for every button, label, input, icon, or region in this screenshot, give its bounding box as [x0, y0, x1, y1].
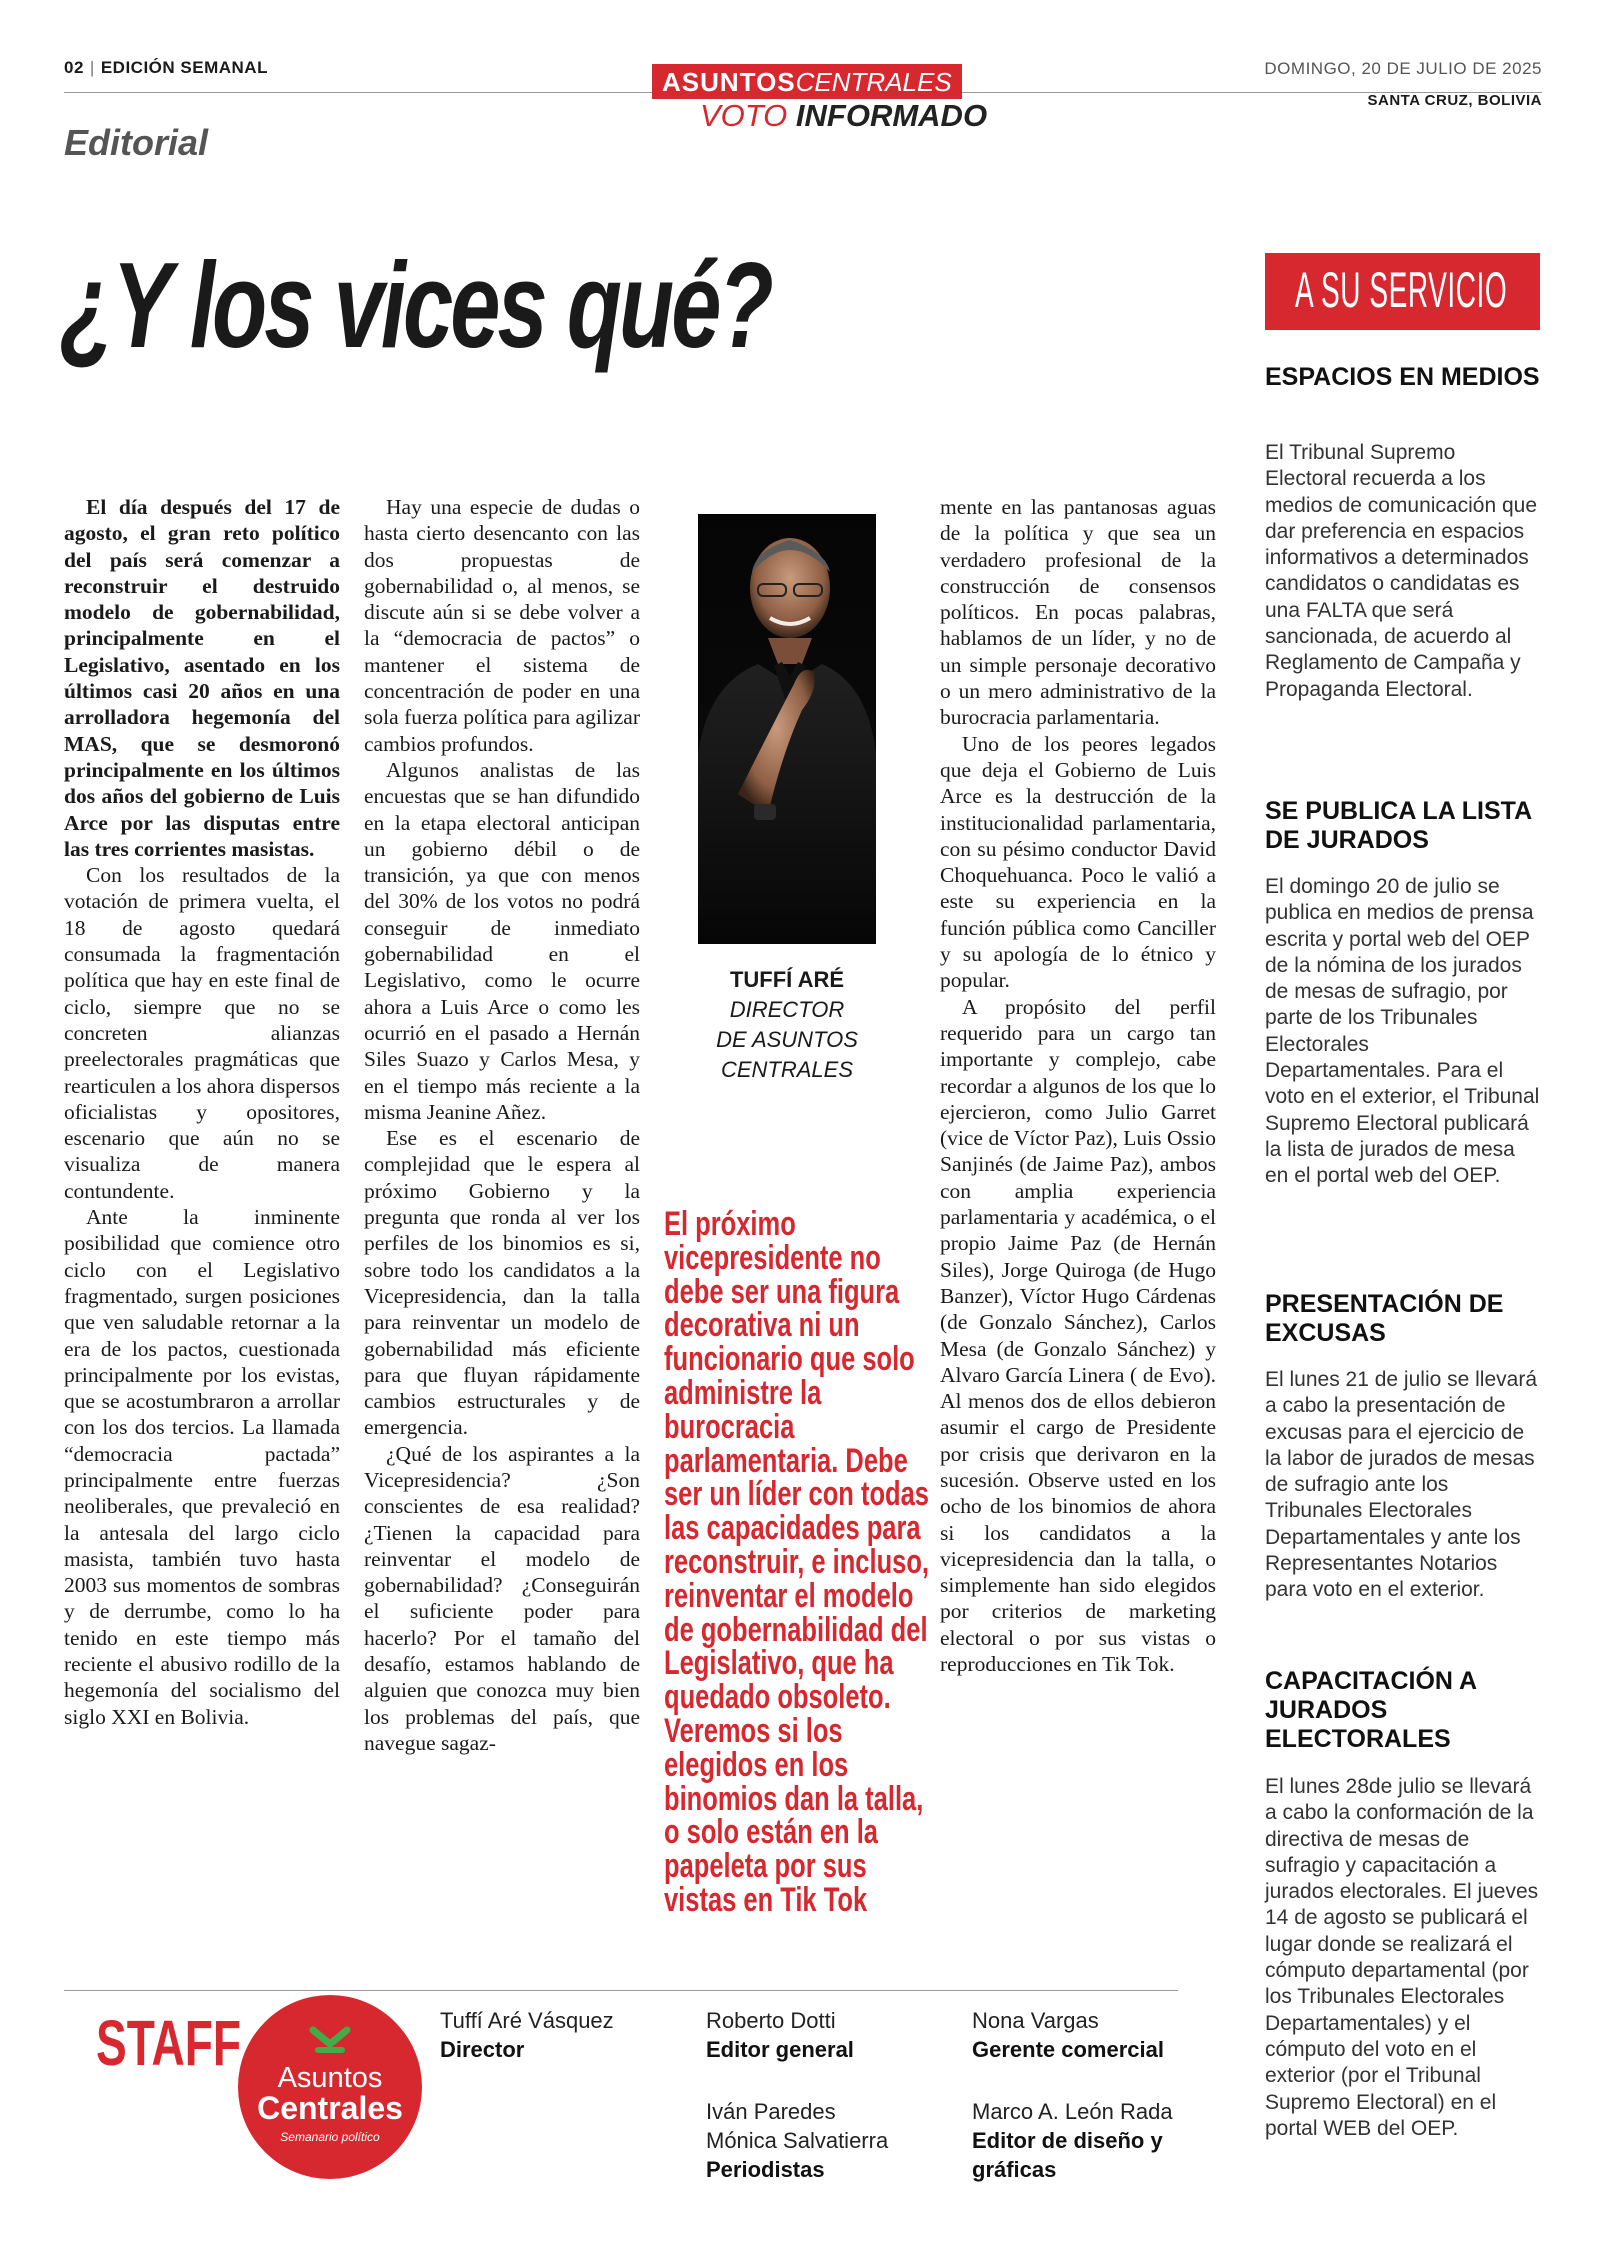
issue-date: DOMINGO, 20 DE JULIO DE 2025 — [1264, 59, 1542, 78]
asuntos-centrales-logo — [235, 1992, 425, 2182]
article-paragraph: Uno de los peores legados que deja el Gobierno de Luis Arce es la destrucción de la institucionalidad parlamentaria, con su pésimo conductor David Choquehuanca. Poco le valió a este su experiencia en la función pública como Canciller y su apología de lo étnico y popular. — [940, 731, 1216, 993]
article-column-2 — [364, 494, 640, 1756]
staff-rule — [64, 1990, 1178, 1991]
article-paragraph: Algunos analistas de las encuestas que se han difundido en la etapa electoral anticipan un gobierno débil o de transición, ya que con menos del 30% de los votos no podrá conseguir de inmediato gobernabilidad en el Legislativo, como le ocurre ahora a Luis Arce o como les ocurrió en el pasado a Hernán Siles Suazo y Carlos Mesa, y en el tiempo más reciente a la misma Jeanine Añez. — [364, 757, 640, 1124]
logo-text-line1: Asuntos — [277, 2062, 383, 2094]
staff-member-role: Editor general — [706, 2037, 854, 2062]
headline: ¿Y los vices qué? — [60, 237, 771, 373]
tagline-red: VOTO — [700, 98, 788, 133]
sidebar-item-heading: CAPACITACIÓN A JURADOS ELECTORALES — [1265, 1667, 1477, 1753]
logo-text-line2: Centrales — [257, 2090, 403, 2126]
sidebar-item-text: El Tribunal Supremo Electoral recuerda a los medios de comunicación que dar preferencia en espacios informativos a determinados candidatos o candidatas es una FALTA que será sancionada, de acuerdo al Reglamento de Campaña y Propaganda Electoral. — [1265, 441, 1537, 701]
sidebar-item-heading: SE PUBLICA LA LISTA DE JURADOS — [1265, 797, 1532, 854]
article-lead: El día después del 17 de agosto, el gran reto político del país será comenzar a reconstruir el destruido modelo de gobernabilidad, principalmente en el Legislativo, asentado en los últimos casi 20 años en una arrolladora hegemonía del MAS, que se desmoronó principalmente en los últimos dos años del gobierno de Luis Arce por las disputas entre las tres corrientes masistas. — [64, 495, 340, 861]
page-number: 02 — [64, 58, 84, 77]
article-paragraph: Ante la inminente posibilidad que comience otro ciclo con el Legislativo fragmentado, surgen posiciones que ven saludable retornar a la era de los pactos, cuestionada principalmente por los evistas, que se acostumbraron a arrollar con los dos tercios. La llamada “democracia pactada” principalmente entre fuerzas neoliberales, que prevaleció en la antesala del largo ciclo masista, también tuvo hasta 2003 sus momentos de sombras y de derrumbe, como lo ha tenido en este tiempo más reciente el abusivo rodillo de la hegemonía del socialismo del siglo XXI en Bolivia. — [64, 1205, 340, 1729]
section-title: Editorial — [64, 122, 209, 163]
staff-member-name: Marco A. León Rada — [972, 2099, 1173, 2124]
sidebar-header — [1265, 253, 1540, 330]
staff-member-role: Gerente comercial — [972, 2037, 1164, 2062]
author-role-line: DIRECTOR — [729, 997, 845, 1022]
article-paragraph: mente en las pantanosas aguas de la política y que sea un verdadero profesional de la construcción de consensos políticos. En pocas palabras, hablamos de un líder, y no de un simple personaje decorativo o un mero administrativo de la burocracia parlamentaria. — [940, 495, 1216, 730]
article-paragraph: Con los resultados de la votación de primera vuelta, el 18 de agosto quedará consumada la fragmentación política que hay en este final de ciclo, siempre que no se concreten alianzas preelectorales pragmáticas que rearticulen a los ahora dispersos oficialistas y opositores, escenario que aún no se visualiza de manera contundente. — [64, 863, 340, 1203]
folio-separator: | — [89, 58, 95, 77]
staff-label: STAFF — [96, 2007, 242, 2079]
author-name: TUFFÍ ARÉ — [729, 967, 845, 992]
staff-member-name: Tuffí Aré Vásquez — [440, 2008, 614, 2033]
tagline-dark: INFORMADO — [795, 98, 988, 133]
staff-member-role: gráficas — [972, 2157, 1057, 2182]
sidebar-item-heading: PRESENTACIÓN DE EXCUSAS — [1265, 1290, 1504, 1347]
article-column-4 — [940, 494, 1216, 1677]
sidebar-item-text: El lunes 28de julio se llevará a cabo la conformación de la directiva de mesas de sufragio y capacitación a jurados electorales. El jueves 14 de agosto se publicará el lugar donde se realizará el cómputo departamental (por los Tribunales Electorales Departamentales) y el cómputo del voto en el exterior (por el Tribunal Supremo Electoral) en el portal WEB del OEP. — [1265, 1775, 1539, 2140]
staff-member-role: Director — [440, 2037, 525, 2062]
masthead-tagline — [700, 98, 987, 134]
pull-quote: El próximo vicepresidente no debe ser una figura decorativa ni un funcionario que solo administre la burocracia parlamentaria. Debe ser un líder con todas las capacidades para reconstruir, e incluso, reinventar el modelo de gobernabilidad del Legislativo, que ha quedado obsoleto. Veremos si los elegidos en los binomios dan la talla, o solo están en la papeleta por sus vistas en Tik Tok — [664, 1205, 930, 1919]
masthead-logo — [652, 64, 988, 133]
sidebar-title: A SU SERVICIO — [1295, 262, 1508, 318]
masthead-box — [652, 64, 962, 99]
issue-city: SANTA CRUZ, BOLIVIA — [1367, 92, 1542, 109]
article-paragraph: Hay una especie de dudas o hasta cierto desencanto con las dos propuestas de gobernabilidad o, al menos, se discute aún si se debe volver a la “democracia de pactos” o mantener el sistema de concentración de poder en una sola fuerza política para agilizar cambios profundos. — [364, 495, 640, 756]
author-role-line: CENTRALES — [720, 1057, 854, 1082]
staff-member-name: Nona Vargas — [972, 2008, 1099, 2033]
sidebar-item-text: El lunes 21 de julio se llevará a cabo la presentación de excusas para el ejercicio de la labor de jurados de mesas de sufragio ante los Tribunales Electorales Departamentales y ante los Representantes Notarios para voto en el exterior. — [1265, 1368, 1537, 1602]
staff-member-name: Mónica Salvatierra — [706, 2128, 889, 2153]
author-photo — [698, 514, 876, 944]
edition-label: EDICIÓN SEMANAL — [100, 58, 268, 77]
staff-member-name: Roberto Dotti — [706, 2008, 836, 2033]
article-paragraph: ¿Qué de los aspirantes a la Vicepresidencia? ¿Son conscientes de esa realidad? ¿Tienen la capacidad para reinventar el modelo de gobernabilidad? ¿Conseguirán el suficiente poder para hacerlo? Por el tamaño del desafío, estamos hablando de alguien que conozca muy bien los problemas del país, que navegue sagaz- — [364, 1441, 640, 1755]
author-role — [650, 995, 924, 1085]
sidebar-item-heading: ESPACIOS EN MEDIOS — [1265, 363, 1540, 391]
sidebar-item-text: El domingo 20 de julio se publica en medios de prensa escrita y portal web del OEP de la nómina de los jurados de mesas de sufragio, por parte de los Tribunales Electorales Departamentales. Para el voto en el exterior, el Tribunal Supremo Electoral publicará la lista de jurados de mesa en el portal web del OEP. — [1265, 875, 1540, 1188]
article-column-1 — [64, 494, 340, 1730]
author-portrait-image — [698, 514, 876, 944]
logo-text-line3: Semanario político — [280, 2130, 380, 2144]
masthead-bold: ASUNTOS — [662, 67, 796, 97]
masthead-light: CENTRALES — [795, 67, 952, 97]
staff-member-role: Periodistas — [706, 2157, 825, 2182]
page-folio — [64, 58, 268, 78]
staff-member-role: Editor de diseño y — [972, 2128, 1163, 2153]
author-role-line: DE ASUNTOS — [716, 1027, 858, 1052]
article-paragraph: A propósito del perfil requerido para un cargo tan importante y complejo, cabe recordar a algunos de los que lo ejercieron, como Julio Garret (vice de Víctor Paz), Luis Ossio Sanjinés (de Jaime Paz), ambos con amplia experiencia parlamentaria y académica, o el propio Jaime Paz (de Hernán Siles), Jorge Quiroga (de Hugo Banzer), Víctor Hugo Cárdenas (de Gonzalo Sánchez), Carlos Mesa (de Gonzalo Sánchez) y Alvaro García Linera ( de Evo). Al menos dos de ellos debieron asumir el cargo de Presidente por crisis que derivaron en la sucesión. Observe usted en los ocho de los binomios de ahora si los candidatos a la vicepresidencia dan la talla, o simplemente han sido elegidos por criterios de marketing electoral o por sus vistas o reproducciones en Tik Tok. — [940, 994, 1216, 1677]
article-paragraph: Ese es el escenario de complejidad que le espera al próximo Gobierno y la pregunta que ronda al ver los perfiles de los binomios es si, sobre todo los candidatos a la Vicepresidencia, dan la talla para reinventar un modelo de gobernabilidad más eficiente para que fluyan rápidamente cambios estructurales y de emergencia. — [364, 1126, 640, 1440]
staff-member-name: Iván Paredes — [706, 2099, 836, 2124]
